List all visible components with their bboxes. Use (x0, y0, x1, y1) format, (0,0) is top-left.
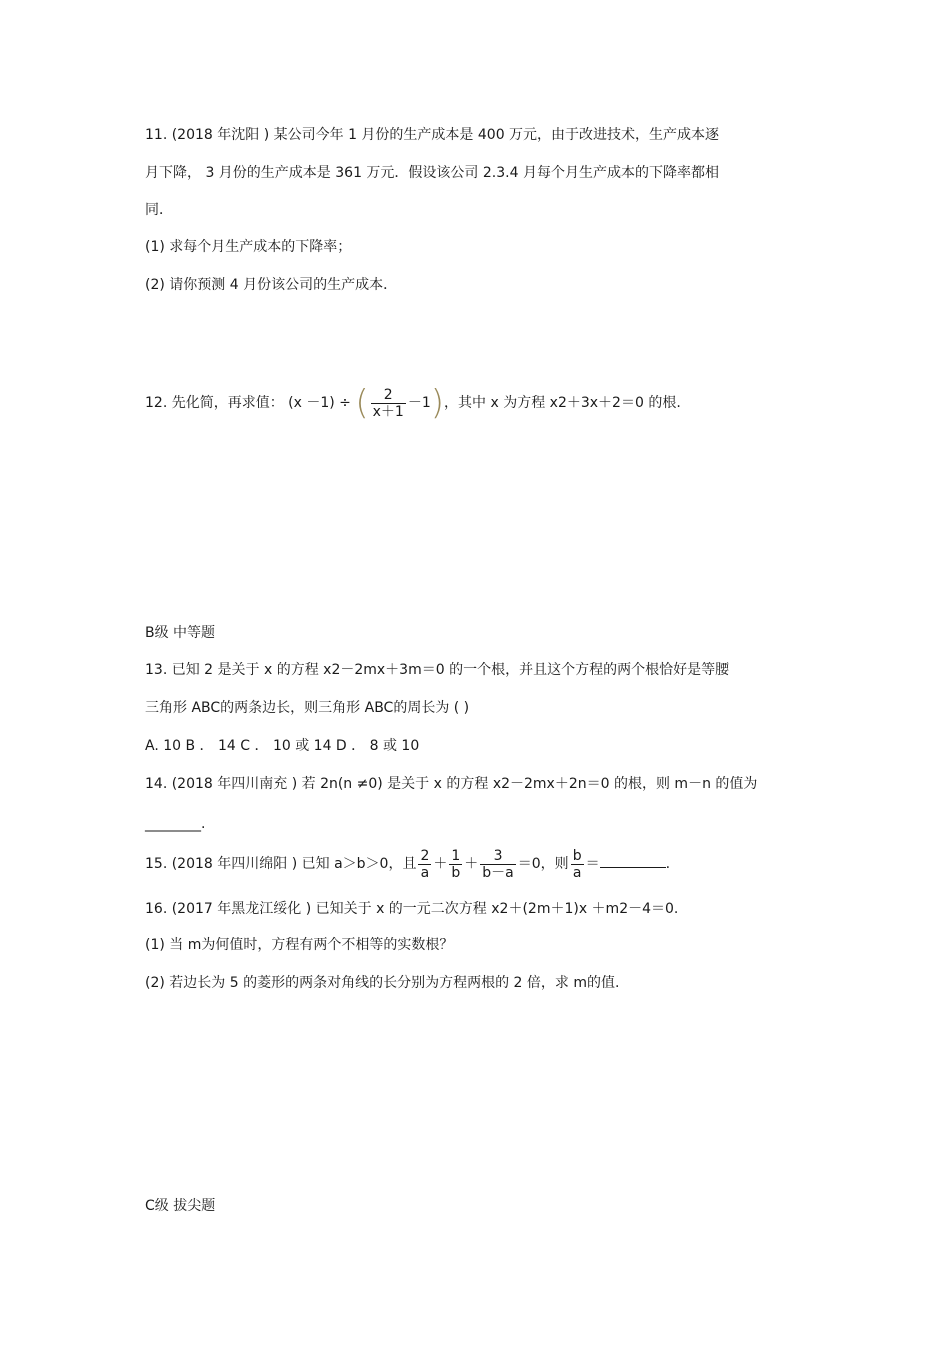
q13-options: A. 10 B ． 14 C ． 10 或 14 D ． 8 或 10 (145, 738, 420, 754)
q11-part1: (1) 求每个月生产成本的下降率； (145, 239, 352, 255)
q15-frac-4-den: a (571, 864, 584, 881)
q12-frac-num: 2 (383, 386, 393, 403)
q13-line2: 三角形 ABC的两条边长，则三角形 ABC的周长为 ( ) (145, 700, 470, 716)
q12-paren-close: ) (430, 383, 445, 423)
q15-frac-3-den: b－a (482, 864, 514, 881)
q11-line2: 月下降， 3 月份的生产成本是 361 万元．假设该公司 2.3.4 月每个月生产成本的下降率都相 (145, 165, 719, 181)
q16-part2: (2) 若边长为 5 的菱形的两条对角线的长分别为方程两根的 2 倍，求 m的值. (145, 975, 620, 991)
section-b-heading: B级 中等题 (145, 625, 216, 641)
q15-plus-1: ＋ (433, 856, 448, 872)
q15-prefix: 15. (2018 年四川绵阳 ) 已知 a＞b＞0，且 (145, 856, 417, 872)
q11-part2: (2) 请你预测 4 月份该公司的生产成本． (145, 277, 398, 293)
q15-frac-4 (571, 848, 584, 881)
q15-frac-3-num: 3 (493, 847, 503, 864)
q12-suffix: ，其中 x 为方程 x2＋3x＋2＝0 的根. (444, 395, 681, 411)
q11-line1: 11. (2018 年沈阳 ) 某公司今年 1 月份的生产成本是 400 万元，由于改进技术，生产成本逐 (145, 127, 720, 143)
q16-line1: 16. (2017 年黑龙江绥化 ) 已知关于 x 的一元二次方程 x2＋(2m＋1)x ＋m2－4＝0. (145, 901, 679, 917)
q15-frac-1-num: 2 (420, 847, 430, 864)
q15-answer-blank[interactable] (600, 853, 666, 868)
q15-period: . (665, 856, 671, 872)
q16-part1: (1) 当 m为何值时，方程有两个不相等的实数根？ (145, 937, 454, 953)
q15-frac-2-den: b (449, 864, 462, 881)
q12-minus-one: －1 (407, 395, 431, 411)
q12-prefix: 12. 先化简，再求值： (x －1) ÷ (145, 395, 351, 411)
q15-frac-4-num: b (572, 847, 582, 864)
q15-equals-zero: ＝0，则 (517, 856, 569, 872)
q12-paren-open: ( (355, 383, 369, 423)
q11-line3: 同． (145, 202, 173, 218)
q13-line1: 13. 已知 2 是关于 x 的方程 x2－2mx＋3m＝0 的一个根，并且这个方程的两个根恰好是等腰 (145, 662, 730, 678)
q15-frac-1-den: a (418, 864, 431, 881)
q15-line (145, 846, 670, 882)
q12-fraction (371, 387, 406, 420)
q15-plus-2: ＋ (464, 856, 479, 872)
q15-frac-1 (418, 848, 431, 881)
q12-frac-den: x＋1 (372, 403, 404, 420)
q15-equals: ＝ (585, 856, 600, 872)
q12-line (145, 383, 681, 423)
q15-frac-2-num: 1 (451, 847, 461, 864)
q14-line1: 14. (2018 年四川南充 ) 若 2n(n ≠0) 是关于 x 的方程 x2－2mx＋2n＝0 的根，则 m－n 的值为 (145, 776, 758, 792)
q14-line2: ________. (145, 816, 206, 832)
section-c-heading: C级 拔尖题 (145, 1198, 216, 1214)
q15-frac-3 (480, 848, 515, 881)
q15-frac-2 (449, 848, 462, 881)
